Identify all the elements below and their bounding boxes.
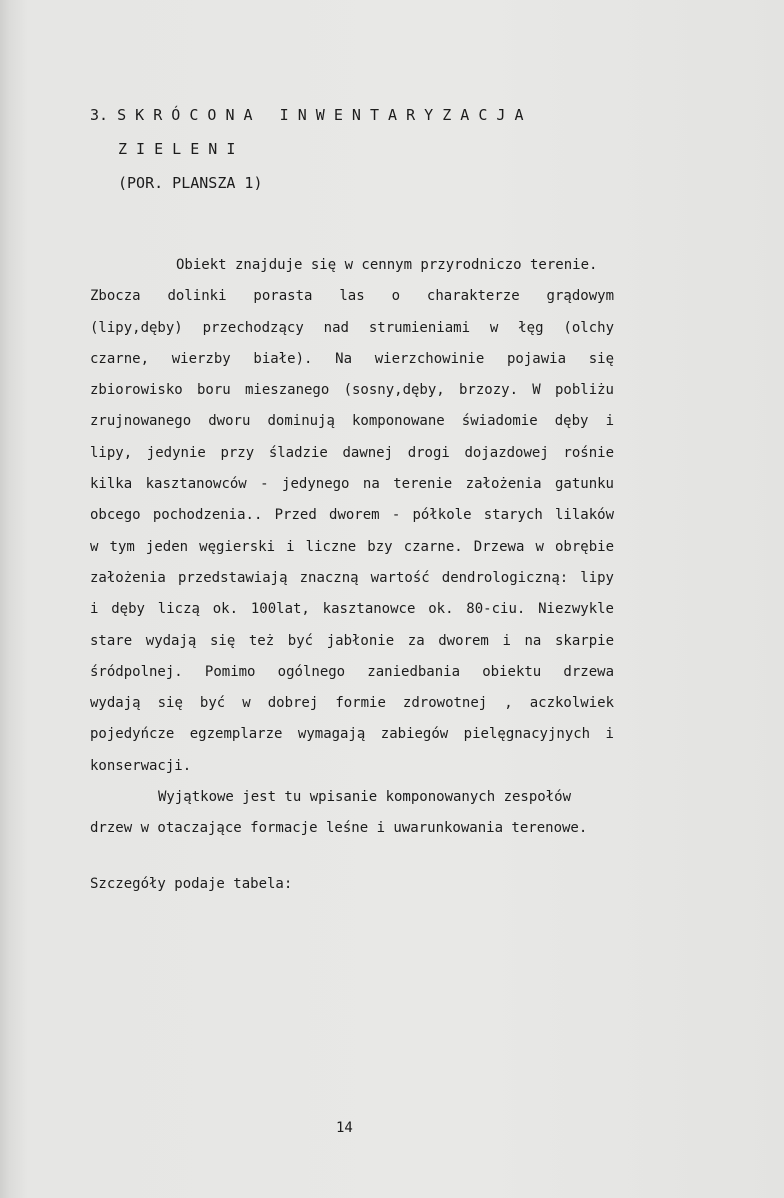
paragraph-line: w tym jeden węgierski i liczne bzy czarne. Drzewa w obrębie [90, 538, 614, 555]
paragraph-composition-note [90, 782, 614, 845]
paragraph-line: i dęby liczą ok. 100lat, kasztanowce ok. 80-ciu. Niezwykle [90, 601, 614, 618]
paragraph-line: lipy, jedynie przy śladzie dawnej drogi dojazdowej rośnie [90, 444, 614, 461]
body-text [90, 250, 614, 845]
page-number: 14 [336, 1120, 353, 1136]
heading-title-continued: Z I E L E N I [118, 140, 236, 158]
heading-title: 3. S K R Ó C O N A I N W E N T A R Y Z A C J A [90, 106, 524, 124]
section-heading [90, 98, 523, 200]
paragraph-line: czarne, wierzby białe). Na wierzchowinie pojawia się [90, 350, 614, 367]
paragraph-line: konserwacji. [90, 757, 192, 774]
paragraph-line: zrujnowanego dworu dominują komponowane świadomie dęby i [90, 413, 614, 430]
paragraph-line: wydają się być w dobrej formie zdrowotnej , aczkolwiek [90, 695, 614, 712]
paragraph-line: (lipy,dęby) przechodzący nad strumieniami w łęg (olchy [90, 319, 614, 336]
paragraph-line: pojedyńcze egzemplarze wymagają zabiegów pielęgnacyjnych i [90, 726, 614, 743]
paragraph-line: śródpolnej. Pomimo ogólnego zaniedbania obiektu drzewa [90, 663, 614, 680]
paragraph-line: stare wydają się też być jabłonie za dworem i na skarpie [90, 632, 614, 649]
heading-reference: (POR. PLANSZA 1) [118, 174, 263, 192]
paragraph-line: założenia przedstawiają znaczną wartość dendrologiczną: lipy [90, 569, 614, 586]
paragraph-inventory-description [90, 250, 614, 782]
paragraph-line: kilka kasztanowców - jedynego na terenie założenia gatunku [90, 476, 614, 493]
paragraph-line: obcego pochodzenia.. Przed dworem - półkole starych lilaków [90, 507, 614, 524]
table-intro: Szczegóły podaje tabela: [90, 876, 293, 892]
paragraph-line: Wyjątkowe jest tu wpisanie komponowanych zespołów [158, 789, 572, 806]
paragraph-line: drzew w otaczające formacje leśne i uwarunkowania terenowe. [90, 820, 588, 837]
paragraph-line: Obiekt znajduje się w cennym przyrodniczo terenie. [176, 257, 598, 273]
paragraph-line: Zbocza dolinki porasta las o charakterze grądowym [90, 288, 614, 305]
paragraph-line: zbiorowisko boru mieszanego (sosny,dęby, brzozy. W pobliżu [90, 382, 614, 399]
